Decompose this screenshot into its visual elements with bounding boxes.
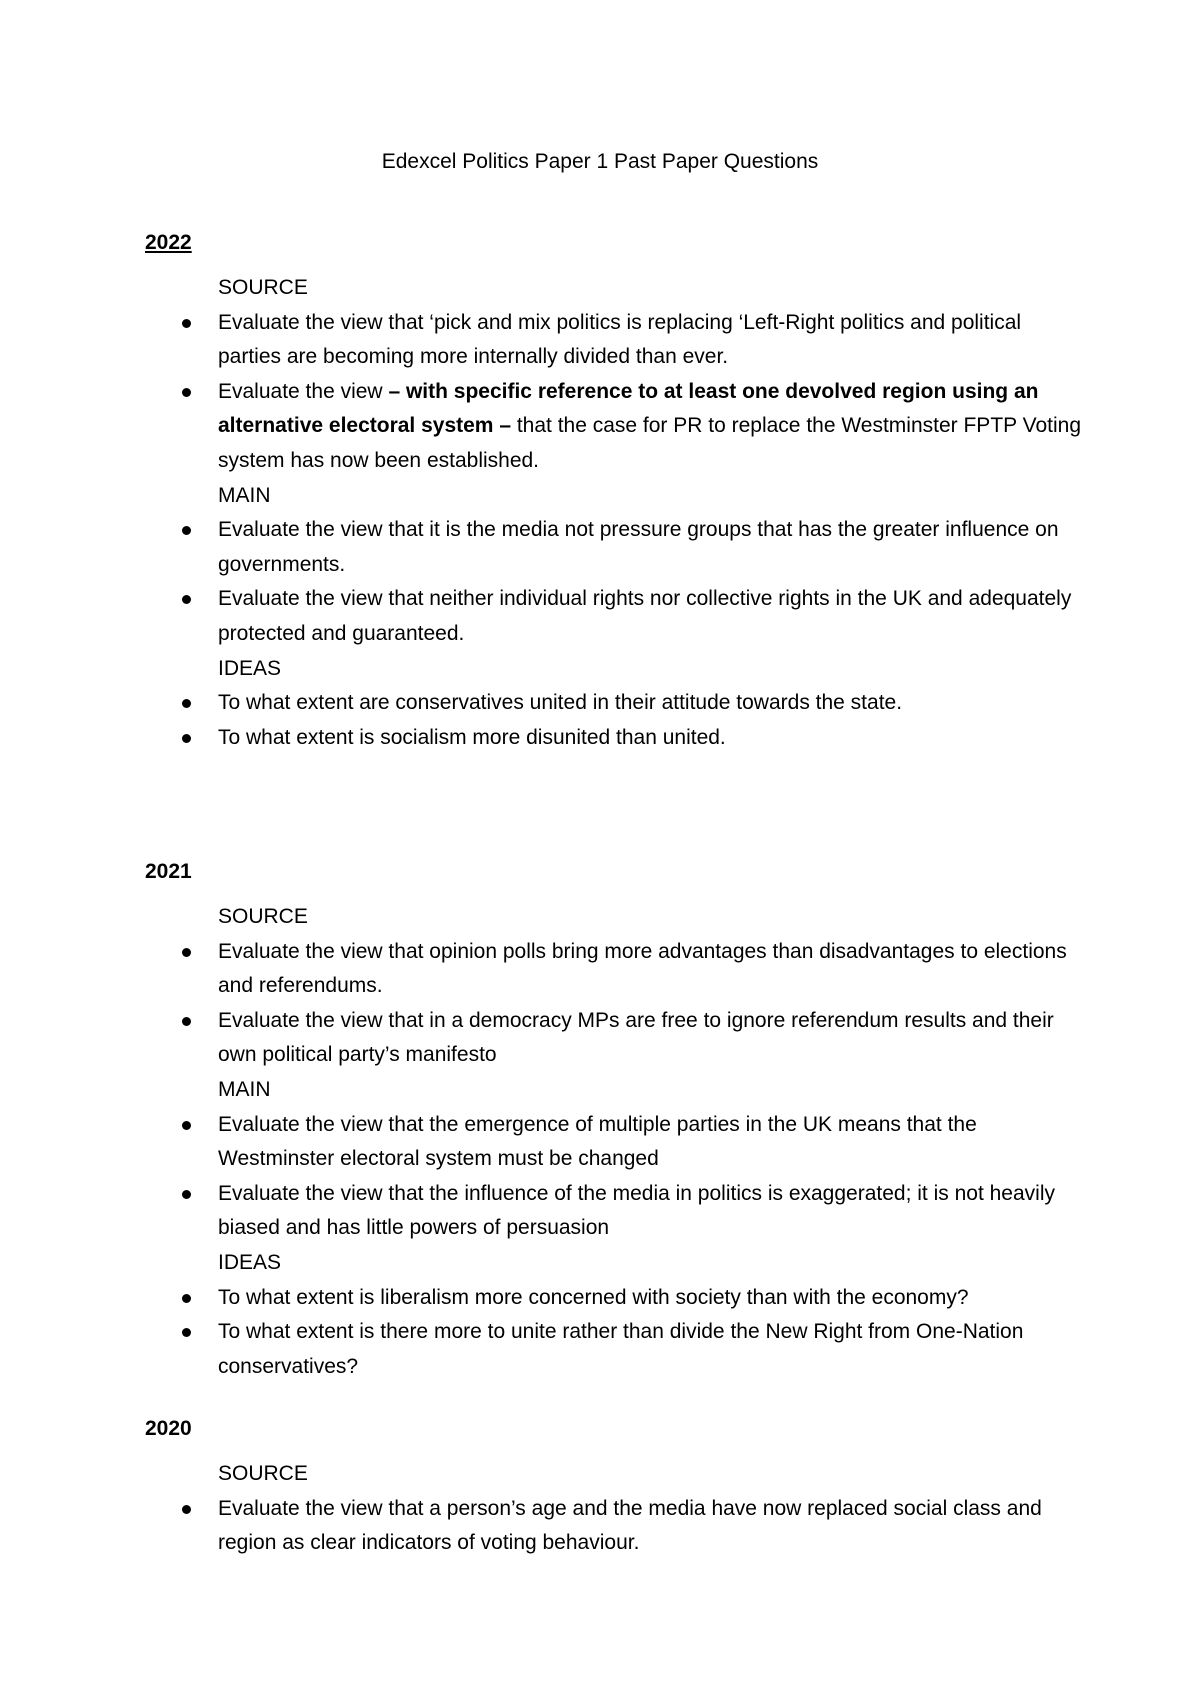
list-item (218, 513, 1088, 582)
year-heading-2022: 2022 (145, 231, 192, 254)
section-heading-source: SOURCE (218, 1462, 308, 1485)
bullet-icon (182, 699, 191, 708)
list-item (218, 935, 1088, 1004)
bullet-icon (182, 319, 191, 328)
year-section-2020 (218, 1457, 1088, 1561)
bullet-icon (182, 1505, 191, 1514)
section-heading-main: MAIN (218, 1077, 271, 1101)
document-title: Edexcel Politics Paper 1 Past Paper Questions (381, 150, 819, 173)
bullet-icon (182, 1121, 191, 1130)
bullet-icon (182, 388, 191, 397)
question-text: Evaluate the view that ‘pick and mix politics is replacing ‘Left-Right politics and political parties are becoming more internally divided than ever. (218, 310, 1022, 369)
list-item (218, 1004, 1088, 1073)
year-heading-2021: 2021 (145, 860, 192, 883)
section-heading-source: SOURCE (218, 905, 308, 928)
question-text: Evaluate the view that a person’s age and the media have now replaced social class and region as clear indicators of voting behaviour. (218, 1496, 1042, 1555)
year-heading-2020: 2020 (145, 1417, 192, 1440)
bullet-icon (182, 1328, 191, 1337)
question-text: To what extent are conservatives united in their attitude towards the state. (218, 691, 903, 715)
section-heading-ideas: IDEAS (218, 1250, 282, 1274)
question-text: Evaluate the view that the influence of the media in politics is exaggerated; it is not heavily biased and has little powers of persuasion (218, 1181, 1055, 1240)
list-item (218, 1281, 1088, 1316)
section-heading-source: SOURCE (218, 276, 308, 299)
list-item (218, 306, 1088, 375)
question-text-emphasis: – with specific reference to at least one devolved region using an alternative electoral system – (218, 379, 1039, 438)
year-section-2022 (218, 271, 1088, 755)
bullet-icon (182, 734, 191, 743)
question-text-post: that the case for PR to replace the Westminster FPTP Voting system has now been established. (218, 414, 1081, 472)
list-item (218, 721, 1088, 756)
bullet-icon (182, 1190, 191, 1199)
question-text: Evaluate the view that it is the media not pressure groups that has the greater influence on governments. (218, 518, 1059, 576)
list-item (218, 582, 1088, 651)
question-text: To what extent is there more to unite rather than divide the New Right from One-Nation conservatives? (218, 1320, 1024, 1378)
question-text: Evaluate the view that the emergence of multiple parties in the UK means that the Westminster electoral system must be changed (218, 1112, 977, 1171)
section-heading-main: MAIN (218, 483, 271, 507)
list-item (218, 686, 1088, 721)
list-item (218, 1177, 1088, 1246)
question-text: To what extent is socialism more disunited than united. (218, 725, 726, 749)
list-item (218, 1492, 1088, 1561)
bullet-icon (182, 948, 191, 957)
bullet-icon (182, 526, 191, 535)
year-section-2021 (218, 900, 1088, 1384)
question-text: Evaluate the view that in a democracy MPs are free to ignore referendum results and their own political party’s manifesto (218, 1008, 1054, 1067)
list-item (218, 1108, 1088, 1177)
question-text: Evaluate the view that neither individual rights nor collective rights in the UK and adequately protected and guaranteed. (218, 587, 1072, 645)
bullet-icon (182, 1294, 191, 1303)
list-item (218, 375, 1088, 479)
section-heading-ideas: IDEAS (218, 656, 282, 680)
question-text (218, 375, 1088, 479)
question-text: To what extent is liberalism more concerned with society than with the economy? (218, 1285, 969, 1309)
question-text-pre: Evaluate the view (218, 379, 389, 403)
bullet-icon (182, 1017, 191, 1026)
question-text: Evaluate the view that opinion polls bring more advantages than disadvantages to elections and referendums. (218, 939, 1067, 998)
list-item (218, 1315, 1088, 1384)
bullet-icon (182, 595, 191, 604)
